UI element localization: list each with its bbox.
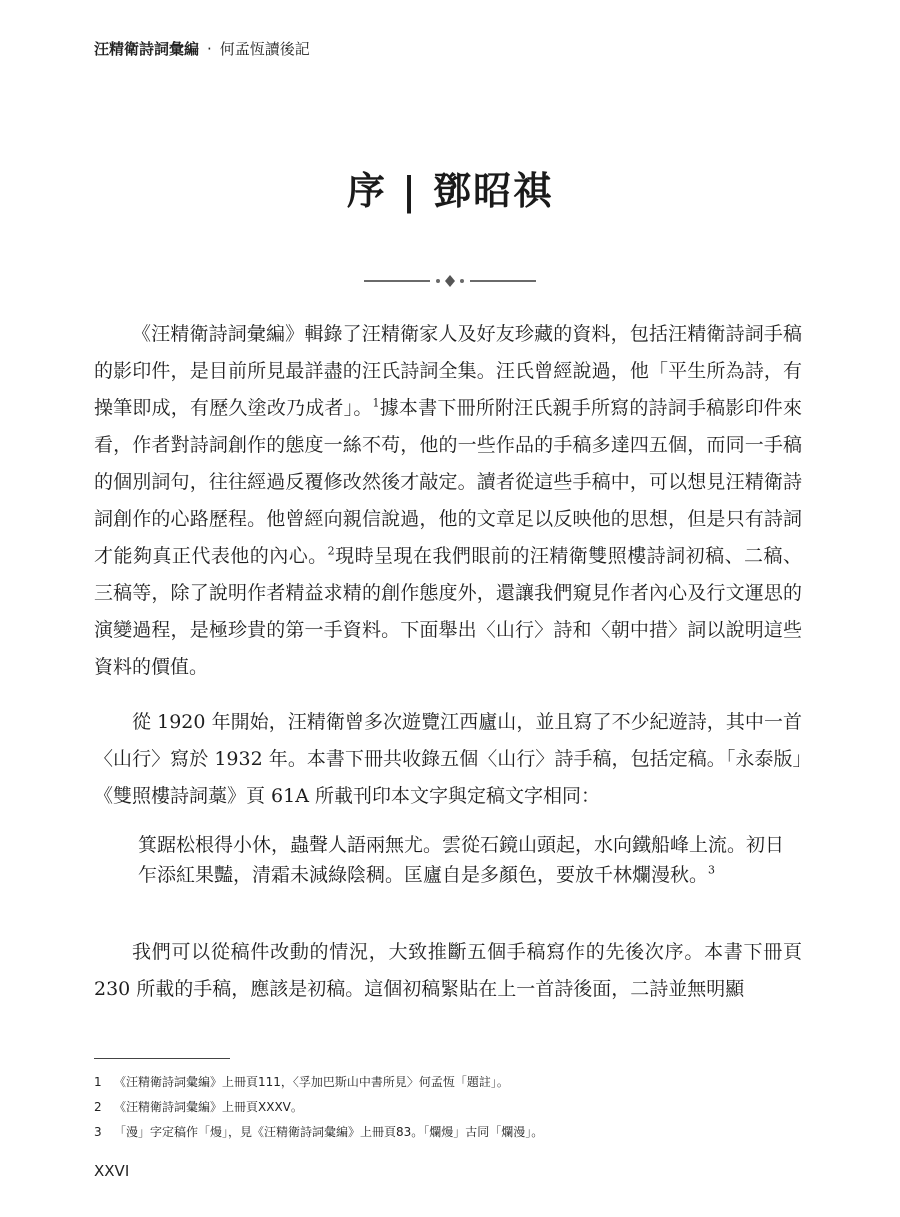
footnote-rule — [94, 1058, 230, 1059]
poem-quote-text: 箕踞松根得小休，蟲聲人語兩無尤。雲從石鏡山頭起，水向鐵船峰上流。初日乍添紅果豔，清霜未減綠陰稠。匡廬自是多顏色，要放千林爛漫秋。 — [138, 834, 785, 886]
footnote-1-number: 1 — [94, 1075, 102, 1089]
footnote-ref-2: 2 — [327, 544, 335, 558]
paragraph-1-text-c: 現時呈現在我們眼前的汪精衛雙照樓詩詞初稿、二稿、三稿等，除了說明作者精益求精的創作態度外，還讓我們窺見作者內心及行文運思的演變過程，是極珍貴的第一手資料。下面舉出〈山行〉詩和〈朝中措〉詞以說明這些資料的價值。 — [94, 545, 802, 678]
footnote-2-text: 《汪精衛詩詞彙編》上冊頁XXXV。 — [114, 1100, 303, 1114]
footnote-3-text: 「漫」字定稿作「熳」，見《汪精衛詩詞彙編》上冊頁83。「爛熳」古同「爛漫」。 — [114, 1125, 544, 1139]
paragraph-2 — [94, 704, 802, 815]
header-separator: · — [207, 40, 212, 58]
paragraph-1-text-b: 據本書下冊所附汪氏親手所寫的詩詞手稿影印件來看，作者對詩詞創作的態度一絲不苟，他的一些作品的手稿多達四五個，而同一手稿的個別詞句，往往經過反覆修改然後才敲定。讀者從這些手稿中，可以想見汪精衛詩詞創作的心路歷程。他曾經向親信說過，他的文章足以反映他的思想，但是只有詩詞才能夠真正代表他的內心。 — [94, 397, 802, 567]
footnote-3 — [94, 1123, 814, 1148]
paragraph-1 — [94, 316, 802, 686]
footnote-2 — [94, 1098, 814, 1123]
paragraph-3-text: 我們可以從稿件改動的情況，大致推斷五個手稿寫作的先後次序。本書下冊頁 230 所載的手稿，應該是初稿。這個初稿緊貼在上一首詩後面，二詩並無明顯 — [94, 941, 802, 1000]
header-book-title: 汪精衛詩詞彙編 — [94, 40, 200, 58]
page-number: XXVI — [94, 1162, 130, 1180]
footnote-1 — [94, 1073, 814, 1098]
footnote-2-number: 2 — [94, 1100, 102, 1114]
paragraph-2-text: 從 1920 年開始，汪精衛曾多次遊覽江西廬山，並且寫了不少紀遊詩，其中一首〈山行〉寫於 1932 年。本書下冊共收錄五個〈山行〉詩手稿，包括定稿。「永泰版」《雙照樓詩詞藁》頁 61A 所載刊印本文字與定稿文字相同： — [94, 711, 802, 807]
header-section: 何孟恆讀後記 — [219, 40, 310, 58]
ornament-divider-icon — [364, 274, 536, 288]
footnote-ref-3: 3 — [708, 863, 716, 877]
paragraph-1-text: 《汪精衛詩詞彙編》輯錄了汪精衛家人及好友珍藏的資料，包括汪精衛詩詞手稿的影印件，是目前所見最詳盡的汪氏詩詞全集。汪氏曾經說過，他「平生所為詩，有操筆即成，有歷久塗改乃成者」。 — [94, 323, 802, 419]
footnotes — [94, 1073, 814, 1148]
footnote-1-text: 《汪精衛詩詞彙編》上冊頁111，〈孚加巴斯山中書所見〉何孟恆「題註」。 — [114, 1075, 509, 1089]
chapter-title: 序 | 鄧昭祺 — [346, 168, 554, 213]
paragraph-3 — [94, 934, 802, 1008]
running-header — [94, 38, 310, 59]
footnote-3-number: 3 — [94, 1125, 102, 1139]
footnote-ref-1: 1 — [372, 396, 380, 410]
poem-quote — [138, 830, 798, 890]
